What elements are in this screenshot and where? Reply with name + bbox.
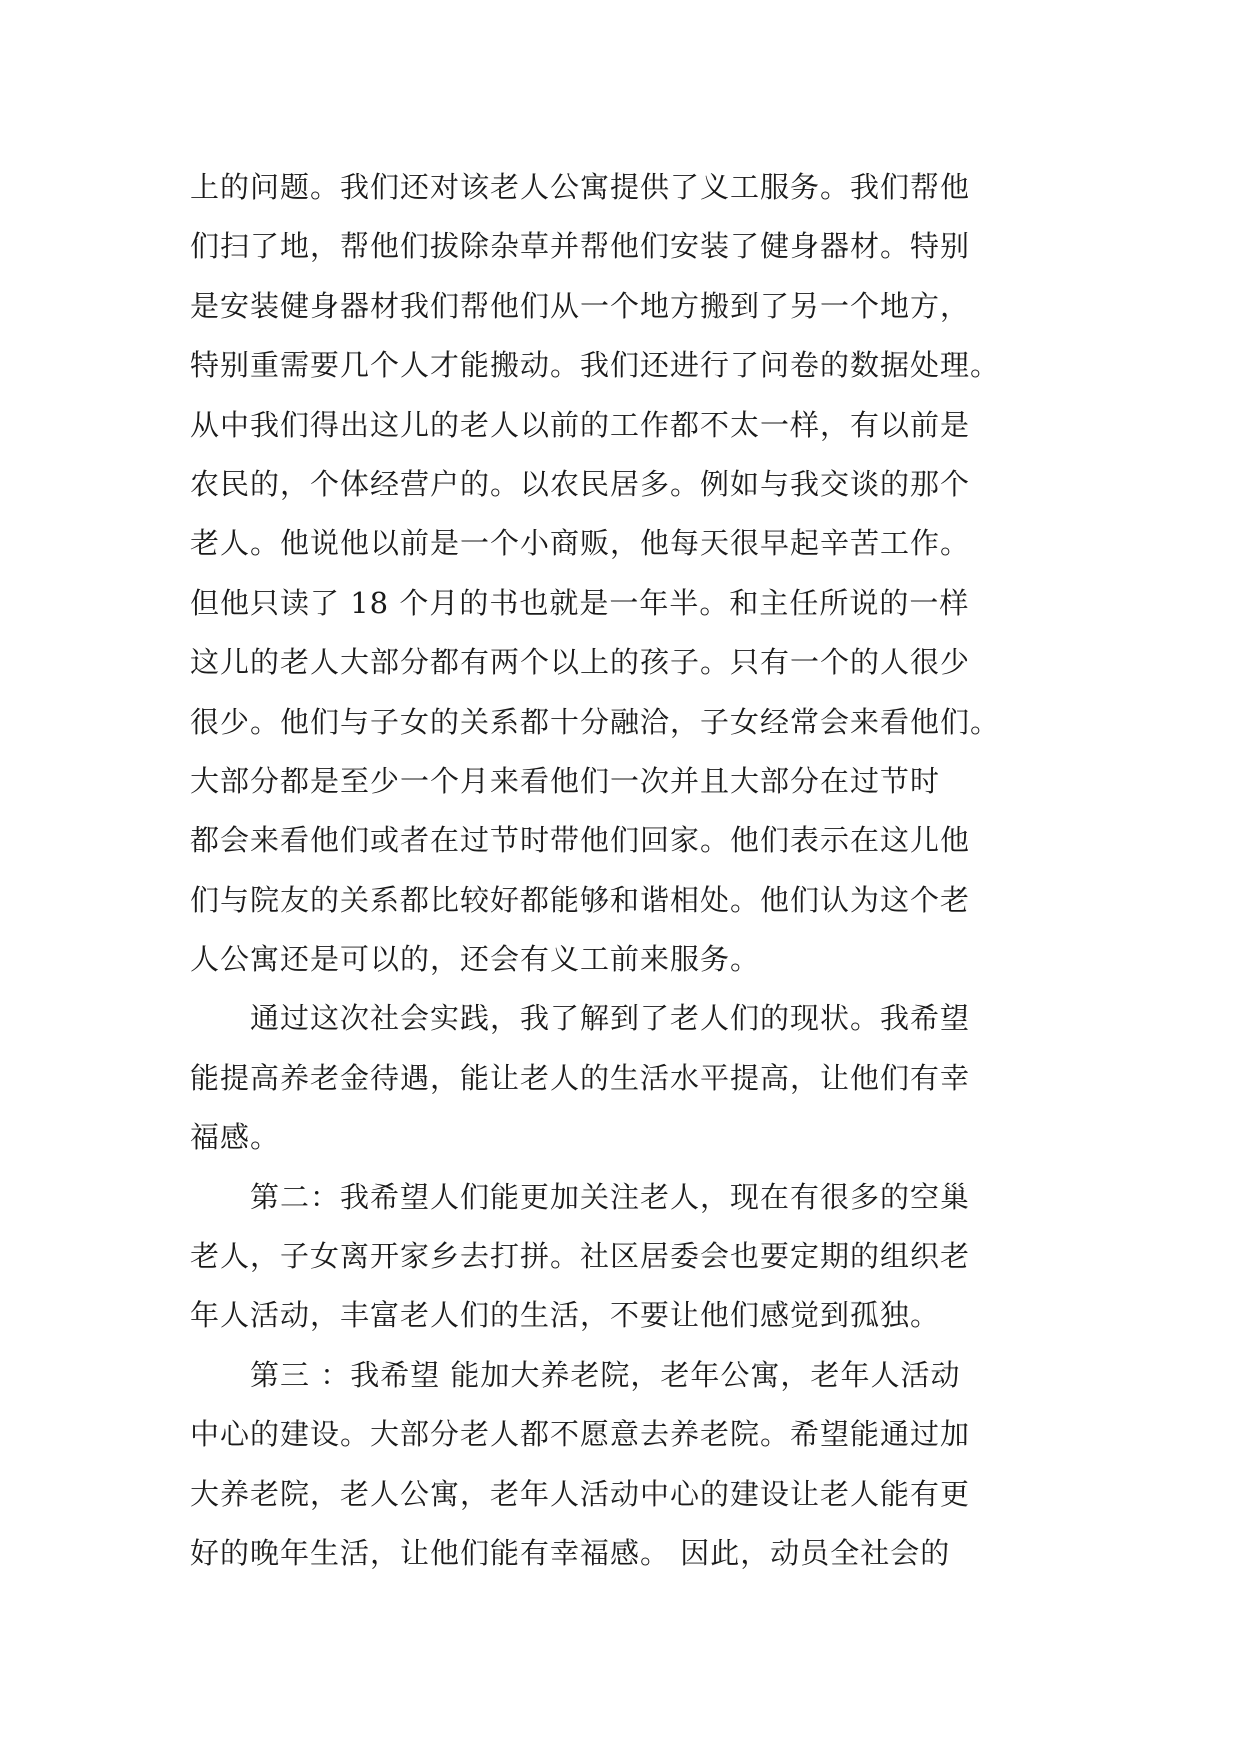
- paragraph-line: 通过这次社会实践，我了解到了老人们的现状。我希望: [190, 1001, 971, 1036]
- text-line: 老人，子女离开家乡去打拼。社区居委会也要定期的组织老: [190, 1239, 971, 1274]
- text-line: 们扫了地，帮他们拔除杂草并帮他们安装了健身器材。特别: [190, 229, 971, 264]
- text-line: 人公寓还是可以的，还会有义工前来服务。: [190, 942, 761, 977]
- text-line: 这儿的老人大部分都有两个以上的孩子。只有一个的人很少: [190, 645, 971, 680]
- text-line: 中心的建设。大部分老人都不愿意去养老院。希望能通过加: [190, 1417, 971, 1452]
- text-line: 都会来看他们或者在过节时带他们回家。他们表示在这儿他: [190, 823, 971, 858]
- text-line: 大养老院，老人公寓，老年人活动中心的建设让老人能有更: [190, 1476, 971, 1511]
- paragraph-line: 第二：我希望人们能更加关注老人，现在有很多的空巢: [190, 1179, 971, 1214]
- text-line: 特别重需要几个人才能搬动。我们还进行了问卷的数据处理。: [190, 348, 1001, 383]
- text-line: 年人活动，丰富老人们的生活，不要让他们感觉到孤独。: [190, 1298, 941, 1333]
- text-line: 老人。他说他以前是一个小商贩，他每天很早起辛苦工作。: [190, 526, 971, 561]
- text-line: 从中我们得出这儿的老人以前的工作都不太一样，有以前是: [190, 407, 971, 442]
- text-line: 能提高养老金待遇，能让老人的生活水平提高，让他们有幸: [190, 1060, 971, 1095]
- paragraph-line: 第三 ：我希望 能加大养老院，老年公寓，老年人活动: [190, 1357, 961, 1392]
- text-line: 但他只读了 18 个月的书也就是一年半。和主任所说的一样: [190, 585, 970, 620]
- text-line: 好的晚年生活，让他们能有幸福感。 因此，动员全社会的: [190, 1535, 951, 1570]
- text-line: 大部分都是至少一个月来看他们一次并且大部分在过节时: [190, 763, 941, 798]
- text-line: 上的问题。我们还对该老人公寓提供了义工服务。我们帮他: [190, 170, 971, 204]
- text-line: 福感。: [190, 1120, 281, 1155]
- text-line: 是安装健身器材我们帮他们从一个地方搬到了另一个地方，: [190, 288, 971, 323]
- text-line: 农民的，个体经营户的。以农民居多。例如与我交谈的那个: [190, 466, 971, 501]
- text-line: 们与院友的关系都比较好都能够和谐相处。他们认为这个老: [190, 882, 971, 917]
- body-text: [190, 158, 1060, 1583]
- text-line: 很少。他们与子女的关系都十分融洽，子女经常会来看他们。: [190, 704, 1001, 739]
